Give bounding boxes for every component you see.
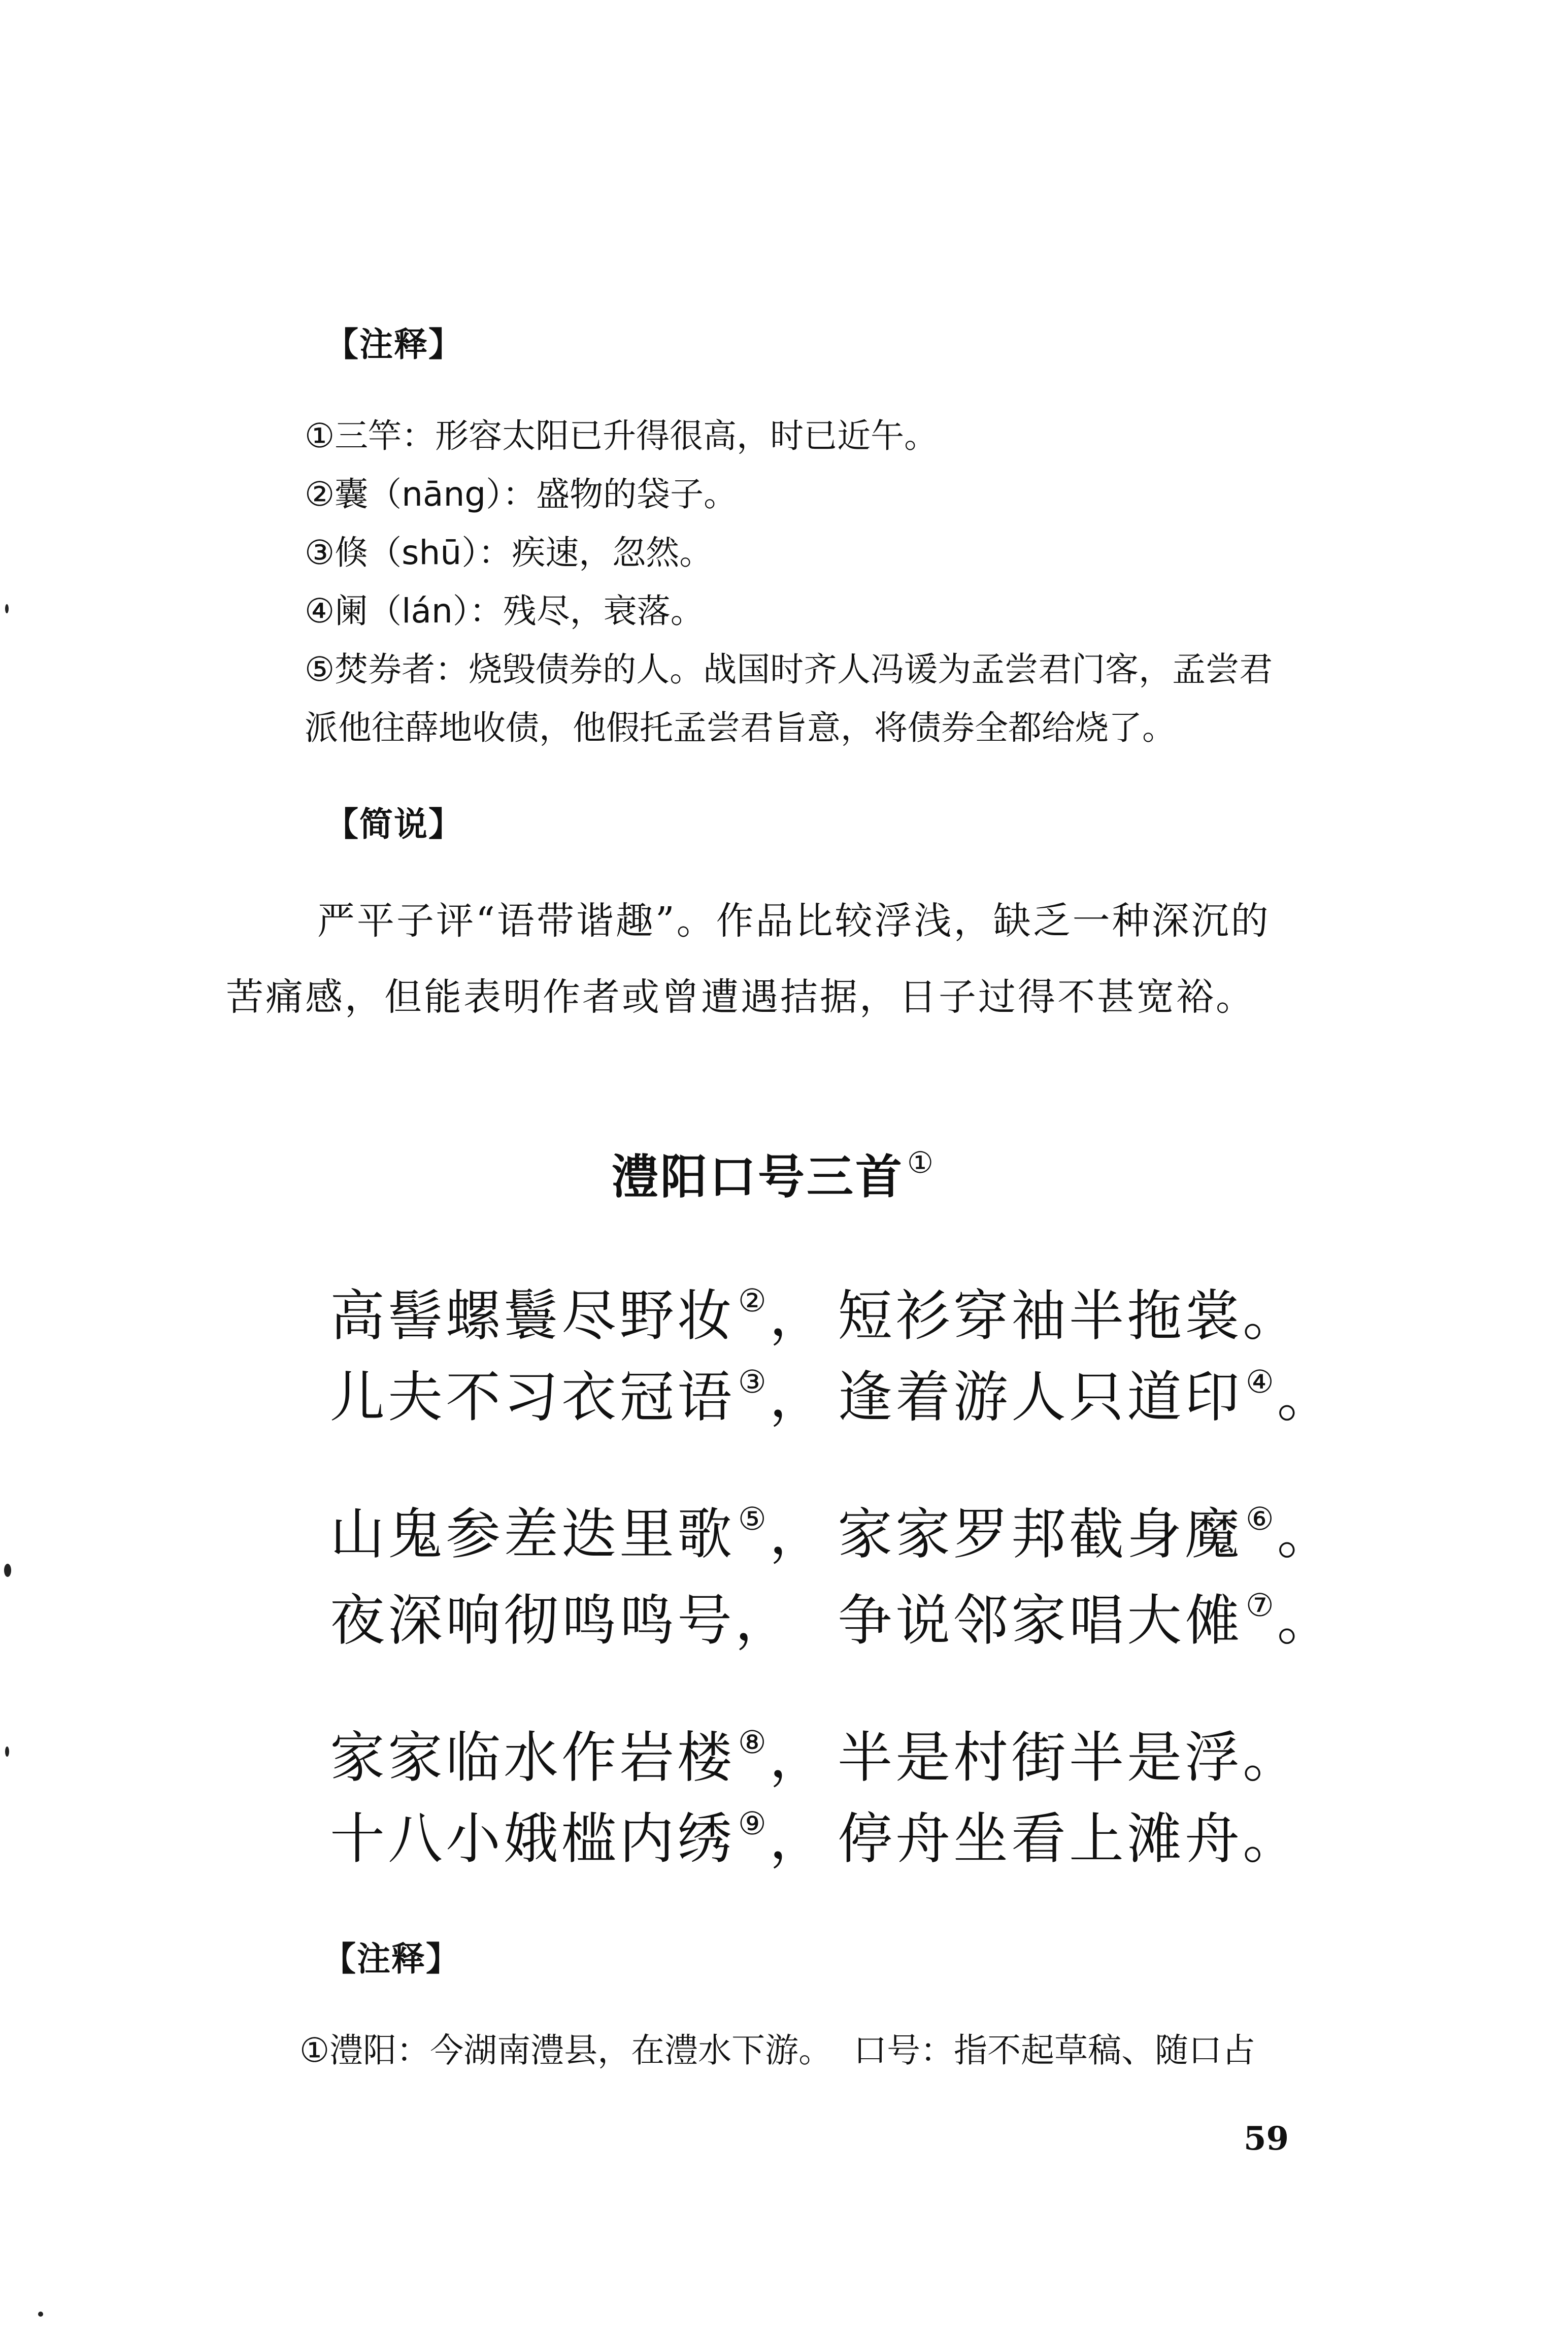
poem-half-a: 儿夫不习衣冠语③，: [330, 1363, 827, 1429]
note-line: ①三竿：形容太阳已升得很高，时已近午。: [305, 416, 938, 455]
note-line: ⑤焚券者：烧毁债券的人。战国时齐人冯谖为孟尝君门客，孟尝君: [305, 650, 1273, 689]
poem-half-b: 半是村街半是浮。: [838, 1726, 1301, 1790]
commentary-header: 【简说】: [325, 805, 463, 844]
scan-speck: [5, 604, 9, 613]
scan-speck: [5, 1746, 9, 1757]
poem-half-b: 争说邻家唱大傩⑦。: [838, 1587, 1335, 1653]
notes-header-1: 【注释】: [325, 325, 463, 364]
poem-title: [612, 1140, 936, 1207]
poem-half-a: 家家临水作岩楼⑧，: [330, 1724, 827, 1790]
poem-line: [330, 1272, 1304, 1350]
poem-title-text: 澧阳口号三首: [612, 1150, 905, 1204]
footnote-mark: ①: [907, 1145, 936, 1180]
note-line: ③倏（shū）：疾速，忽然。: [305, 533, 713, 572]
commentary-line: 苦痛感，但能表明作者或曾遭遇拮据，日子过得不甚宽裕。: [226, 975, 1255, 1019]
notes-header-2: 【注释】: [322, 1939, 460, 1979]
commentary-line: 严平子评“语带谐趣”。作品比较浮浅，缺乏一种深沉的: [317, 899, 1271, 943]
poem-half-b: 家家罗邦截身魔⑥。: [838, 1500, 1335, 1566]
page-number: 59: [1244, 2120, 1289, 2158]
note-line: ④阑（lán）：残尽，衰落。: [305, 591, 704, 631]
scan-speck: [38, 2312, 43, 2317]
poem-line: [330, 1490, 1335, 1569]
note-line: ②囊（nāng）：盛物的袋子。: [305, 475, 738, 514]
note-line: ①澧阳：今湖南澧县，在澧水下游。 口号：指不起草稿、随口占: [299, 2031, 1256, 2070]
poem-line: [330, 1576, 1335, 1655]
poem-half-a: 十八小娥槛内绣⑨，: [330, 1805, 827, 1871]
poem-line: [330, 1795, 1304, 1873]
poem-line: [330, 1353, 1335, 1432]
poem-half-b: 短衫穿袖半拖裳。: [838, 1284, 1301, 1348]
poem-half-b: 停舟坐看上滩舟。: [838, 1807, 1301, 1871]
note-line: 派他往薛地收债，他假托孟尝君旨意，将债券全都给烧了。: [305, 708, 1176, 747]
poem-half-b: 逢着游人只道印④。: [838, 1363, 1335, 1429]
poem-half-a: 山鬼参差迭里歌⑤，: [330, 1500, 827, 1566]
poem-half-a: 夜深响彻鸣鸣号，: [330, 1589, 793, 1653]
scan-speck: [4, 1564, 11, 1577]
poem-half-a: 高髻螺鬟尽野妆②，: [330, 1282, 827, 1348]
poem-line: [330, 1713, 1304, 1792]
